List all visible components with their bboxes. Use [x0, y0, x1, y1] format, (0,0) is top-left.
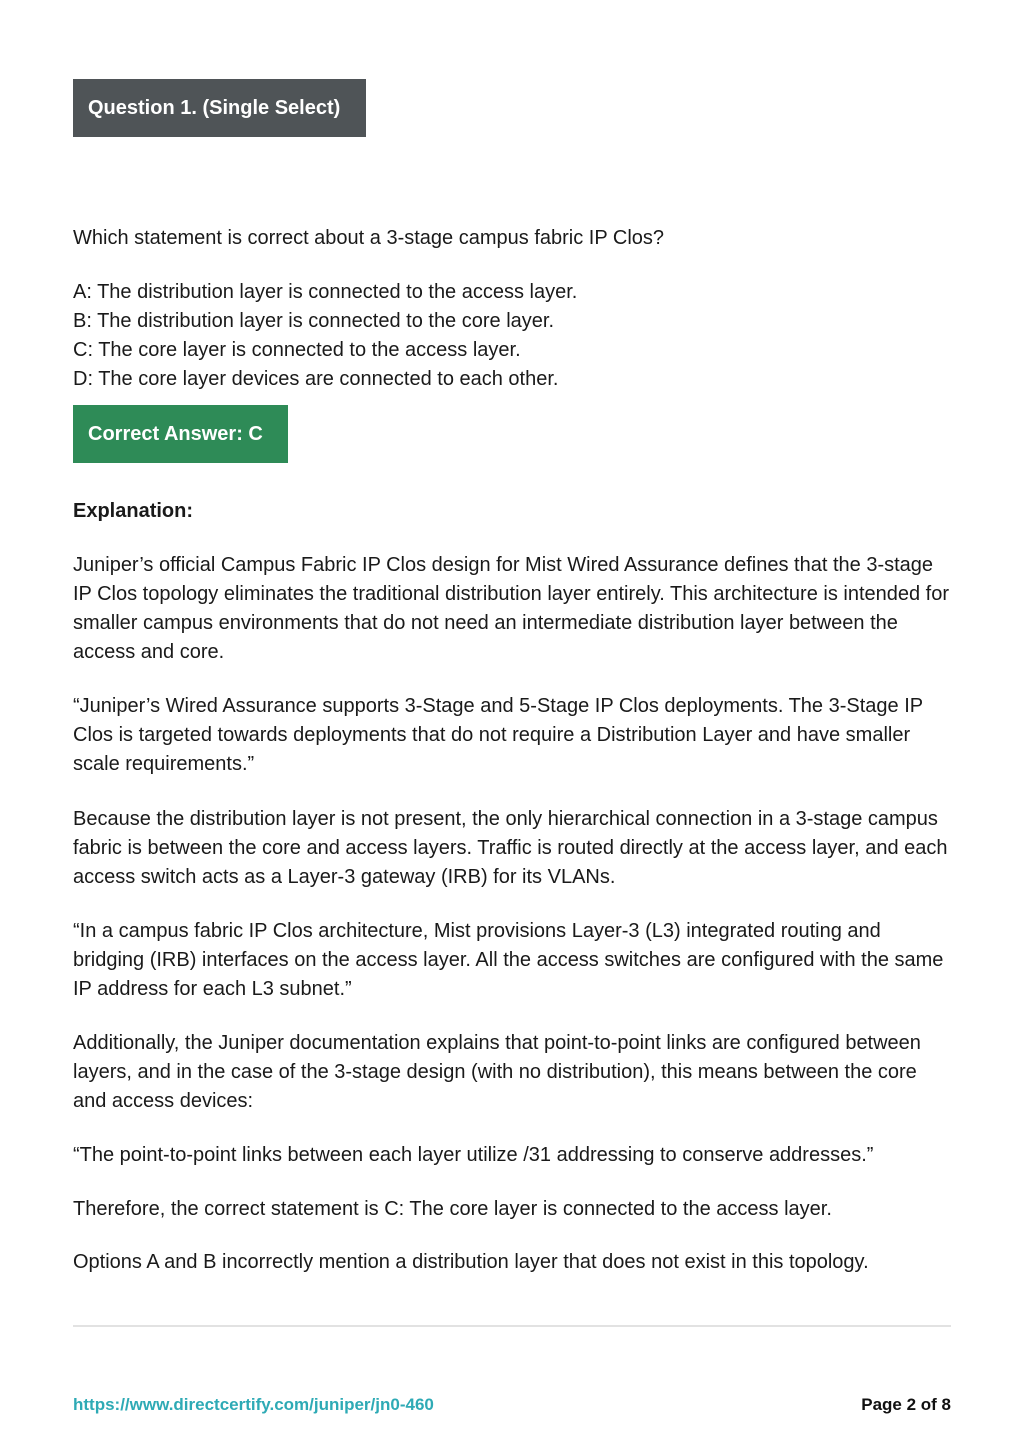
- explanation-paragraph: Because the distribution layer is not present, the only hierarchical connection in a 3-stage campus fabric is between the core and access layers. Traffic is routed directly at the access layer, and each access switch acts as a Layer-3 gateway (IRB) for its VLANs.: [73, 808, 948, 888]
- correct-answer-badge: Correct Answer: C: [73, 405, 288, 463]
- question-text: Which statement is correct about a 3-stage campus fabric IP Clos?: [73, 227, 665, 249]
- option-a: A: The distribution layer is connected to the access layer.: [73, 281, 578, 303]
- options-list: [73, 278, 577, 394]
- explanation-heading: Explanation:: [73, 500, 194, 522]
- explanation-paragraph: Juniper’s official Campus Fabric IP Clos design for Mist Wired Assurance defines that the 3-stage IP Clos topology eliminates the traditional distribution layer entirely. This architecture is intended for smaller campus environments that do not need an intermediate distribution layer between the access and core.: [73, 554, 950, 663]
- explanation-quote: “In a campus fabric IP Clos architecture, Mist provisions Layer-3 (L3) integrated routing and bridging (IRB) interfaces on the access layer. All the access switches are configured with the same IP address for each L3 subnet.”: [73, 920, 944, 1000]
- footer-url-link[interactable]: https://www.directcertify.com/juniper/jn0-460: [73, 1395, 434, 1414]
- explanation-conclusion: Therefore, the correct statement is C: The core layer is connected to the access layer.: [73, 1198, 832, 1220]
- explanation-paragraph: Additionally, the Juniper documentation explains that point-to-point links are configured between layers, and in the case of the 3-stage design (with no distribution), this means between the core and access devices:: [73, 1032, 921, 1112]
- question-header: Question 1. (Single Select): [73, 79, 366, 137]
- footer-divider: [73, 1325, 951, 1327]
- page-number: Page 2 of 8: [861, 1395, 951, 1414]
- option-b: B: The distribution layer is connected to the core layer.: [73, 310, 555, 332]
- option-d: D: The core layer devices are connected to each other.: [73, 368, 559, 390]
- option-c: C: The core layer is connected to the access layer.: [73, 339, 521, 361]
- explanation-quote: “The point-to-point links between each layer utilize /31 addressing to conserve addresses.”: [73, 1144, 874, 1166]
- explanation-paragraph: Options A and B incorrectly mention a distribution layer that does not exist in this topology.: [73, 1251, 869, 1273]
- explanation-quote: “Juniper’s Wired Assurance supports 3-Stage and 5-Stage IP Clos deployments. The 3-Stage IP Clos is targeted towards deployments that do not require a Distribution Layer and have smaller scale requirements.”: [73, 695, 923, 775]
